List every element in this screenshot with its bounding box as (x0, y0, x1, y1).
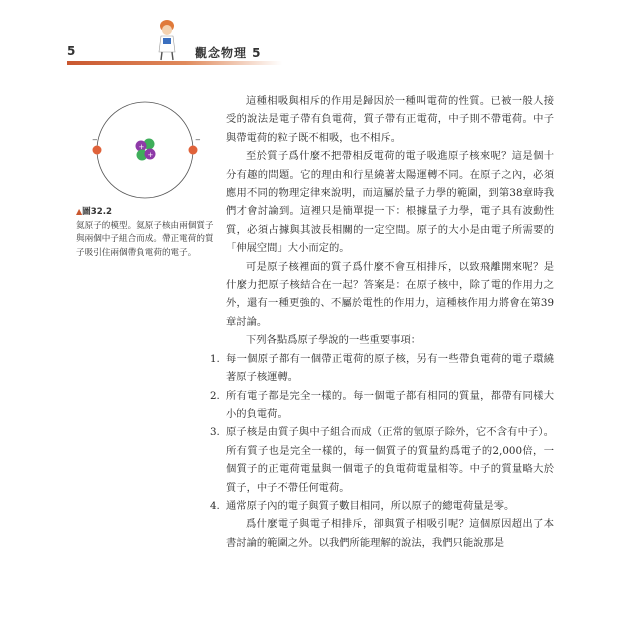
paragraph-4: 下列各點爲原子學說的一些重要事項： (246, 334, 422, 347)
helium-atom-diagram (75, 88, 215, 213)
paragraph-1: 這種相吸與相斥的作用是歸因於一種叫電荷的性質。已被一般人接受的說法是電子帶有負電荷，質子帶有正電荷，中子則不帶電荷。中子與帶電荷的粒子既不相吸，也不相斥。 (226, 95, 554, 144)
page-header (0, 0, 620, 70)
nucleus (136, 139, 156, 161)
electron-right (189, 146, 198, 155)
proton-2-sign: + (147, 151, 154, 159)
electron-left (93, 146, 102, 155)
proton-1-sign: + (138, 143, 145, 151)
list-item: 2. 所有電子都是完全一樣的。每一個電子都有相同的質量，都帶有同樣大小的負電荷。 (210, 389, 554, 420)
electron-orbit (97, 102, 193, 198)
paragraph-5: 爲什麼電子與電子相排斥，卻與質子相吸引呢？這個原因超出了本書討論的範圍之外。以我們所能理解的說法，我們只能說那是 (226, 518, 554, 549)
triangle-icon: ▲ (76, 207, 83, 216)
paragraph-3: 可是原子核裡面的質子爲什麼不會互相排斥，以致飛離開來呢？是什麼力把原子核結合在一起？答案是：在原子核中，除了電的作用力之外，還有一種更強的、不屬於電性的作用力，這種核作用力將會在第39章討論。 (226, 260, 554, 328)
figure-caption-text: 氦原子的模型。氦原子核由兩個質子與兩個中子組合而成。帶正電荷的質子吸引住兩個帶負電荷的電子。 (76, 220, 214, 258)
electron-right-sign: − (195, 136, 201, 144)
paragraph-2: 至於質子爲什麼不把帶相反電荷的電子吸進原子核來呢？這是個十分有趣的問題。它的理由和行星繞著太陽運轉不同。在原子之內，必須應用不同的物理定律來說明，而這屬於量子力學的範圍，到第38章時我們才會討論到。這裡只是簡單提一下：根據量子力學，電子具有波動性質，必須占據與其波長相關的一定空間。原子的大小是由電子所需要的「伸展空間」大小而定的。 (226, 150, 554, 255)
header-rule (67, 61, 282, 65)
figure-label: ▲圖32.2 (76, 207, 112, 217)
main-text (210, 92, 554, 552)
list-item: 3. 原子核是由質子與中子組合而成（正常的氫原子除外，它不含有中子）。所有質子也是完全一樣的，每一個質子的質量約爲電子的2,000倍，一個質子的正電荷電量與一個電子的負電荷電量相等。中子的質量略大於質子，中子不帶任何電荷。 (210, 426, 554, 494)
mascot-icon (152, 16, 182, 62)
book-title: 觀念物理 5 (195, 46, 262, 60)
list-item: 4. 通常原子內的電子與質子數目相同，所以原子的總電荷量是零。 (210, 499, 515, 512)
figure-caption (76, 205, 216, 260)
electron-left-sign: − (92, 136, 98, 144)
page-number: 5 (67, 44, 76, 58)
list-item: 1. 每一個原子都有一個帶正電荷的原子核，另有一些帶負電荷的電子環繞著原子核運轉。 (210, 352, 554, 384)
atom-facts-list (210, 350, 554, 516)
